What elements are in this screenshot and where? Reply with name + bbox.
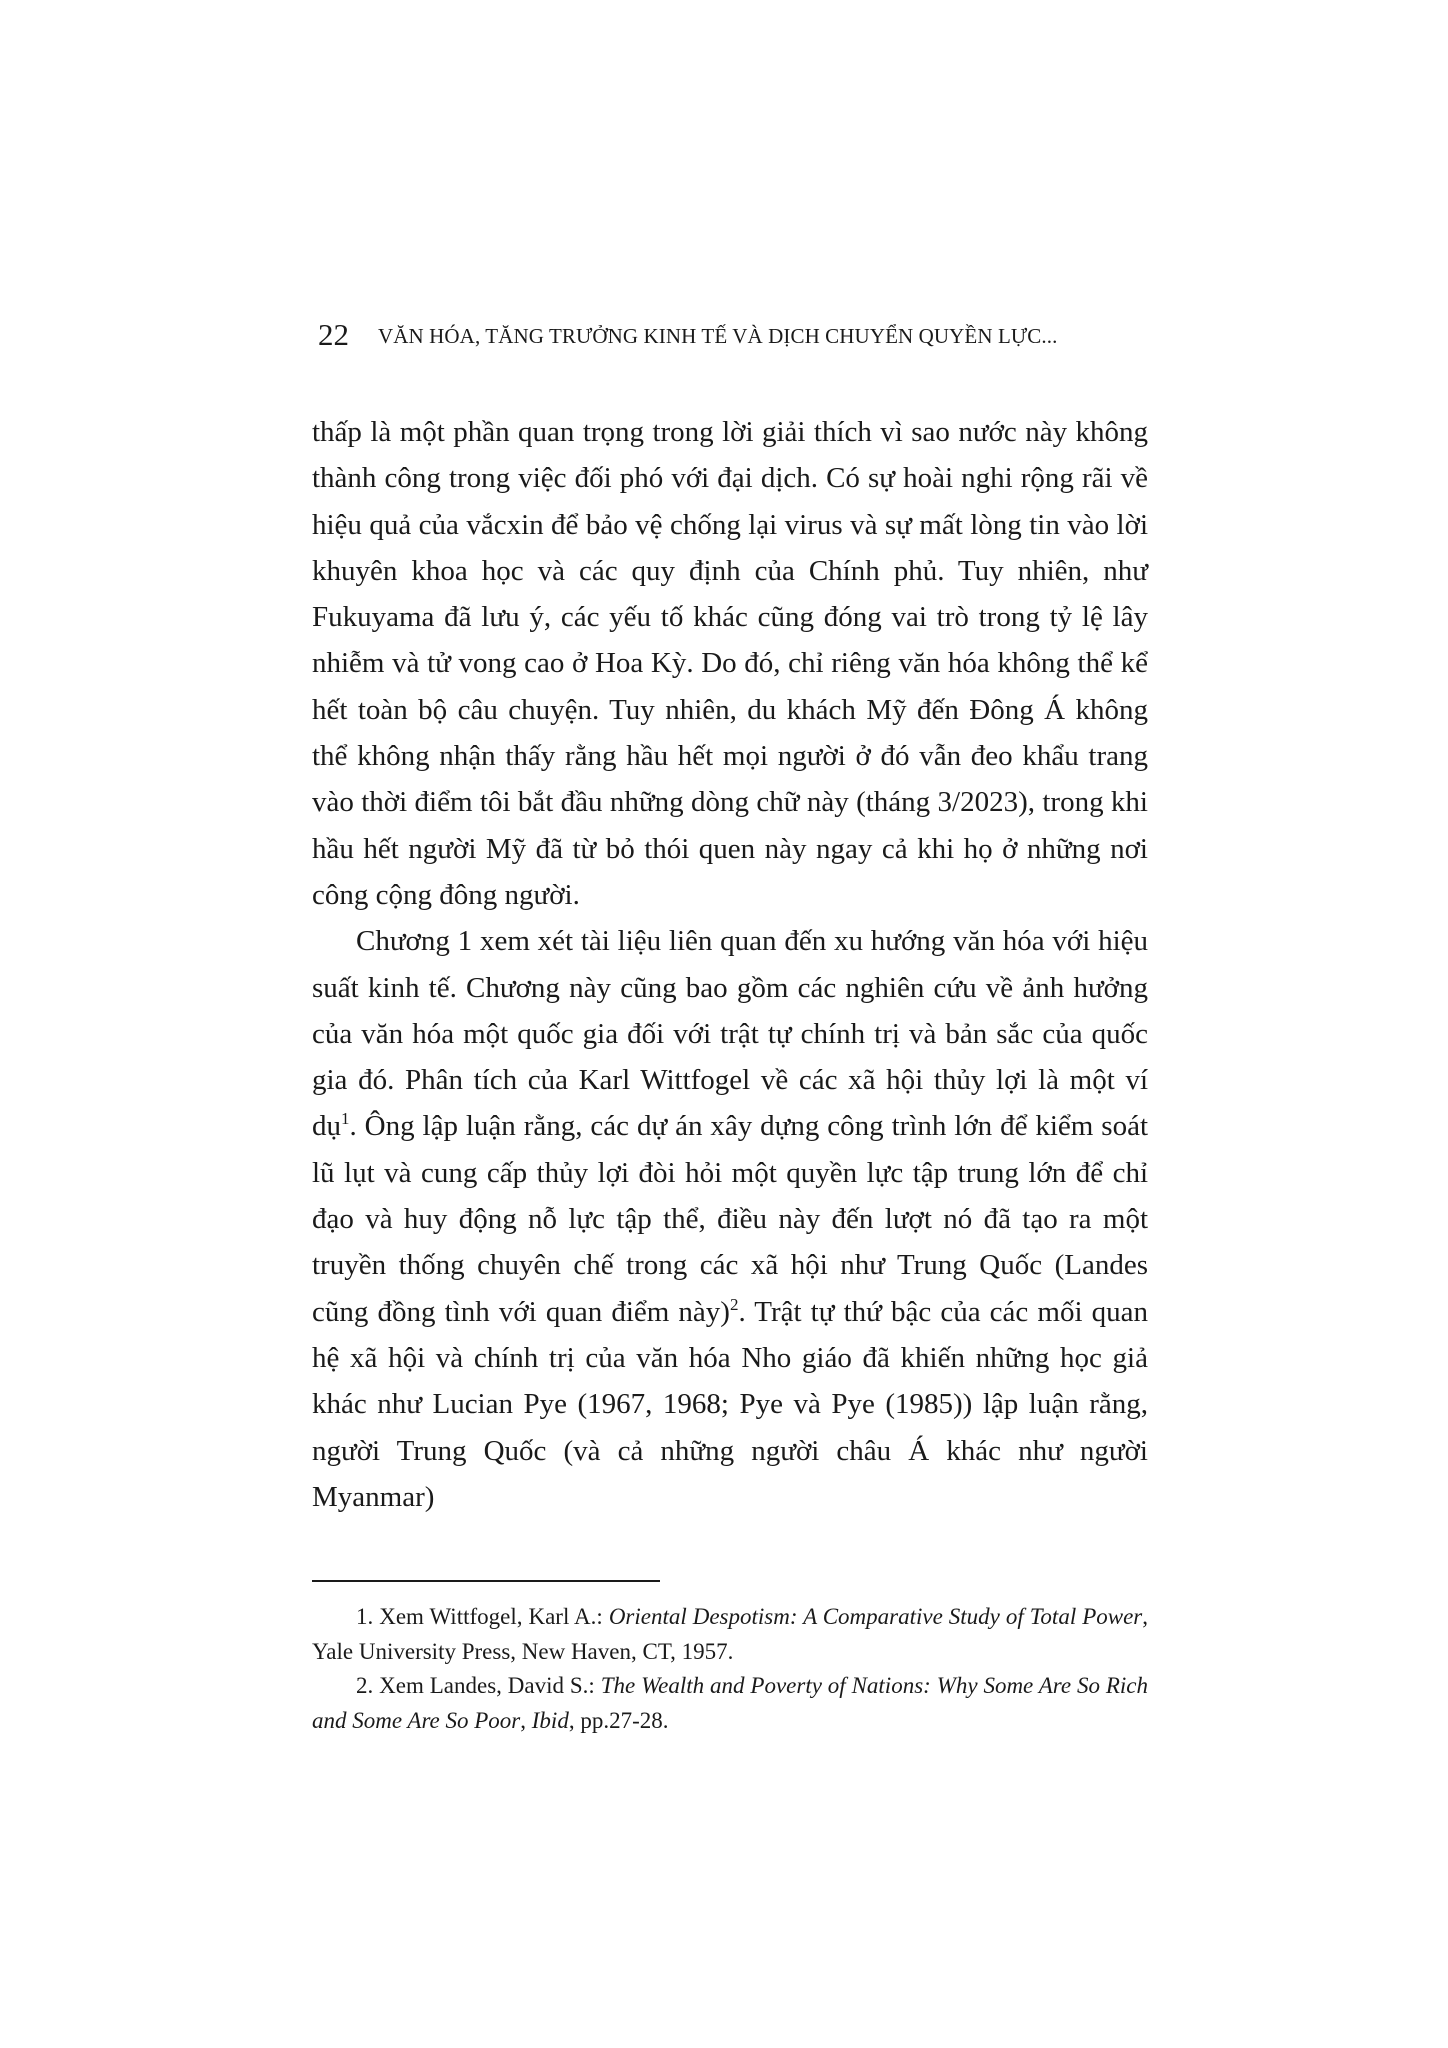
footnote-text: , [520,1707,532,1733]
footnote-text: 2. Xem Landes, David S.: [356,1673,601,1698]
paragraph-text: Chương 1 xem xét tài liệu liên quan đến xu hướng văn hóa với hiệu suất kinh tế. Chương này cũng bao gồm các nghiên cứu về ảnh hưởng của văn hóa một quốc gia đối với trật tự chính trị và bản sắc của quốc gia đó. Phân tích của Karl Wittfogel về các xã hội thủy lợi là một ví dụ [312,925,1148,1143]
footnote-title: Oriental Despotism: A Comparative Study of Total Power [608,1604,1143,1629]
paragraph: thấp là một phần quan trọng trong lời giải thích vì sao nước này không thành công trong việc đối phó với đại dịch. Có sự hoài nghi rộng rãi về hiệu quả của vắcxin để bảo vệ chống lại virus và sự mất lòng tin vào lời khuyên khoa học và các quy định của Chính phủ. Tuy nhiên, như Fukuyama đã lưu ý, các yếu tố khác cũng đóng vai trò trong tỷ lệ lây nhiễm và tử vong cao ở Hoa Kỳ. Do đó, chỉ riêng văn hóa không thể kể hết toàn bộ câu chuyện. Tuy nhiên, du khách Mỹ đến Đông Á không thể không nhận thấy rằng hầu hết mọi người ở đó vẫn đeo khẩu trang vào thời điểm tôi bắt đầu những dòng chữ này (tháng 3/2023), trong khi hầu hết người Mỹ đã từ bỏ thói quen này ngay cả khi họ ở những nơi công cộng đông người. [312,416,1148,911]
footnote-ibid: Ibid [531,1707,569,1733]
footnote-divider [312,1580,660,1582]
body-text [312,409,1148,1520]
footnote-title: The Wealth and Poverty of Nations: Why Some Are So Rich and Some Are So Poor [312,1673,1149,1733]
footnote-1 [312,1600,1148,1669]
footnote-text: 1. Xem Wittfogel, Karl A.: [356,1604,609,1629]
paragraph [312,918,1148,1520]
footnote-2 [312,1669,1148,1738]
footnote-ref-2: 2 [729,1294,739,1314]
page-number: 22 [318,317,349,352]
footnote-ref-1: 1 [341,1109,350,1129]
paragraph-text: . Trật tự thứ bậc của các mối quan hệ xã hội và chính trị của văn hóa Nho giáo đã khiến những học giả khác như Lucian Pye (1967, 1968; Pye và Pye (1985)) lập luận rằng, người Trung Quốc (và cả những người châu Á khác như người Myanmar) [312,1295,1148,1513]
footnote-text: , Yale University Press, New Haven, CT, 1957. [312,1604,1149,1664]
footnote-text: , pp.27-28. [568,1707,669,1733]
paragraph-text: . Ông lập luận rằng, các dự án xây dựng công trình lớn để kiểm soát lũ lụt và cung cấp thủy lợi đòi hỏi một quyền lực tập trung lớn để chỉ đạo và huy động nỗ lực tập thể, điều này đến lượt nó đã tạo ra một truyền thống chuyên chế trong các xã hội như Trung Quốc (Landes cũng đồng tình với quan điểm này) [312,1110,1148,1328]
running-title: VĂN HÓA, TĂNG TRƯỞNG KINH TẾ VÀ DỊCH CHUYỂN QUYỀN LỰC... [378,324,1058,348]
page-header [318,312,1148,362]
footnotes [312,1600,1148,1738]
